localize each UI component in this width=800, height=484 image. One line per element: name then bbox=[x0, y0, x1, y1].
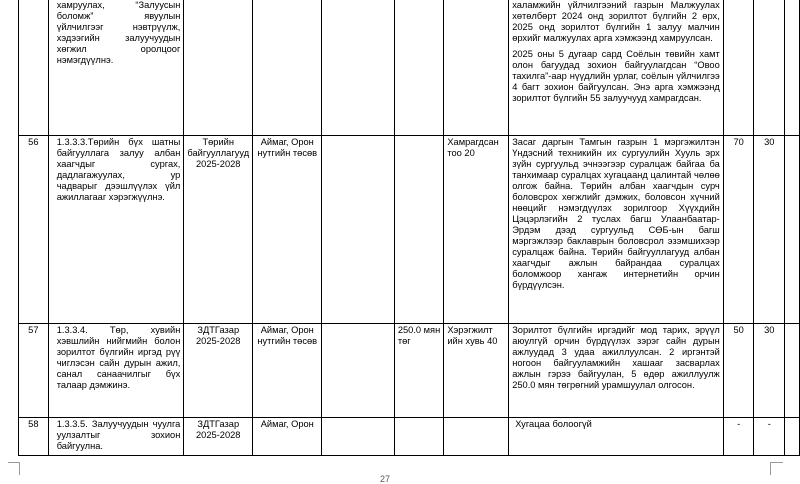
page-number: 27 bbox=[380, 474, 391, 484]
funding-source: Аймаг, Орон нутгийн төсөв bbox=[253, 136, 322, 324]
progress-report bbox=[509, 0, 724, 136]
indicator-cell bbox=[444, 0, 509, 136]
empty-cell bbox=[322, 324, 394, 418]
score-cell: 50 bbox=[723, 324, 754, 418]
table-row bbox=[19, 136, 800, 324]
score-cell: 70 bbox=[723, 136, 754, 324]
progress-paragraph: 2025 оны 5 дугаар сард Соёлын төвийн хамт олон багуудад зохион байгуулагдсан “Овоо тахилга”-аар нүүдлийн урлаг, соёлын үйлчилгээ 4 багт зохион байгуулсан. Энэ арга хэмжээнд зорилтот бүлгийн 55 залуучууд хамрагдсан. bbox=[512, 49, 720, 103]
cost-cell bbox=[394, 136, 444, 324]
indicator-cell: Хамрагдсан тоо 20 bbox=[444, 136, 509, 324]
row-number: 58 bbox=[19, 418, 49, 456]
cost-cell bbox=[394, 418, 444, 456]
score-cell: 30 bbox=[754, 324, 785, 418]
empty-cell bbox=[322, 418, 394, 456]
score-cell: - bbox=[723, 418, 754, 456]
progress-paragraph: халамжийн үйлчилгээний газрын Малжуулах хөтөлбөрт 2024 онд зорилтот бүлгийн 2 өрх, 2025 онд зорилтот бүлгийн 1 залуу малчин өрхийг малжуулах арга хэмжээнд хамруулсан. bbox=[512, 0, 720, 43]
row-number: 57 bbox=[19, 324, 49, 418]
task-description: хамруулах, “Залуусын боломж” явуулын үйлчилгээг нэвтрүүлж, хэдээгийн залуучуудын хөгжил оролцоог нэмэгдүүлнэ. bbox=[48, 0, 184, 136]
funding-source: Аймаг, Орон нутгийн төсөв bbox=[253, 324, 322, 418]
score-cell bbox=[723, 0, 754, 136]
table-row bbox=[19, 0, 800, 136]
progress-paragraph: Хугацаа болоогүй bbox=[515, 419, 592, 429]
task-description: 1.3.3.5. Залуучуудын чуулга уулзалтыг зохион байгуулна. bbox=[48, 418, 184, 456]
score-cell bbox=[754, 0, 785, 136]
table-row bbox=[19, 418, 800, 456]
row-number bbox=[19, 0, 49, 136]
responsible-org: ЗДТГазар 2025-2028 bbox=[184, 418, 253, 456]
indicator-cell bbox=[444, 418, 509, 456]
funding-source bbox=[253, 0, 322, 136]
crop-mark bbox=[770, 462, 783, 475]
score-cell: - bbox=[754, 418, 785, 456]
empty-cell bbox=[785, 0, 800, 136]
progress-paragraph: Зорилтот бүлгийн иргэдийг мод тарих, эрүүл аюулгүй орчин бүрдүүлэх зэрэг сайн дурын ажлуудад 3 удаа ажиллуулсан. 2 иргэнтэй ногоон байгууламжийн хашааг засварлах ажлын гэрээ байгуулан, 5 өдөр ажиллуулж 250.0 мян төгрөгний урамшуулал олгосон. bbox=[512, 325, 720, 390]
progress-report bbox=[509, 324, 724, 418]
progress-report bbox=[509, 136, 724, 324]
empty-cell bbox=[785, 418, 800, 456]
funding-source: Аймаг, Орон bbox=[253, 418, 322, 456]
empty-cell bbox=[785, 136, 800, 324]
responsible-org: ЗДТГазар 2025-2028 bbox=[184, 324, 253, 418]
cost-cell: 250.0 мян төг bbox=[394, 324, 444, 418]
row-number: 56 bbox=[19, 136, 49, 324]
table-row bbox=[19, 324, 800, 418]
progress-paragraph: Засаг даргын Тамгын газрын 1 мэргэжилтэн Үндэсний техникийн их сургуулийн Хууль эрх зүйн сургуульд эчнээгээр суралцаж байгаа ба танхимаар суралцах хугацаанд цалинтай чөлөө олгож байна. Төрийн албан хаагчдын сурч боловсрох хөгжлийг дэмжих, боловсон хүчний нөөцийг нэмэгдүүлэх зорилгоор Хүүхдийн Цэцэрлэгийн 2 туслах багш Улаанбаатар-Эрдэм дээд сургуульд СӨБ-ын багш мэргэжлээр баклаврын боловсрол эзэмшихээр суралцаж байна. Төрийн байгууллагууд албан хаагчдыг ажлын байрандаа суралцах боломжоор хангаж интернетийн орчин бүрдүүлсэн. bbox=[512, 137, 720, 290]
progress-report bbox=[509, 418, 724, 456]
empty-cell bbox=[322, 136, 394, 324]
responsible-org bbox=[184, 0, 253, 136]
empty-cell bbox=[785, 324, 800, 418]
empty-cell bbox=[322, 0, 394, 136]
crop-mark bbox=[8, 462, 20, 475]
cost-cell bbox=[394, 0, 444, 136]
responsible-org: Төрийн байгууллагууд 2025-2028 bbox=[184, 136, 253, 324]
task-description: 1.3.3.3.Төрийн бүх шатны байгууллага залуу албан хаагчдыг сургах, дадлагажуулах, ур чадварыг дээшлүүлэх үйл ажиллагааг хэрэгжүүлнэ. bbox=[48, 136, 184, 324]
task-description: 1.3.3.4. Төр, хувийн хэвшлийн нийгмийн болон зорилтот бүлгийн иргэд рүү чиглэсэн сайн дурын ажил, санал санаачилгыг бүх талаар дэмжинэ. bbox=[48, 324, 184, 418]
indicator-cell: Хэрэгжилт ийн хувь 40 bbox=[444, 324, 509, 418]
plan-implementation-table bbox=[18, 0, 800, 456]
score-cell: 30 bbox=[754, 136, 785, 324]
